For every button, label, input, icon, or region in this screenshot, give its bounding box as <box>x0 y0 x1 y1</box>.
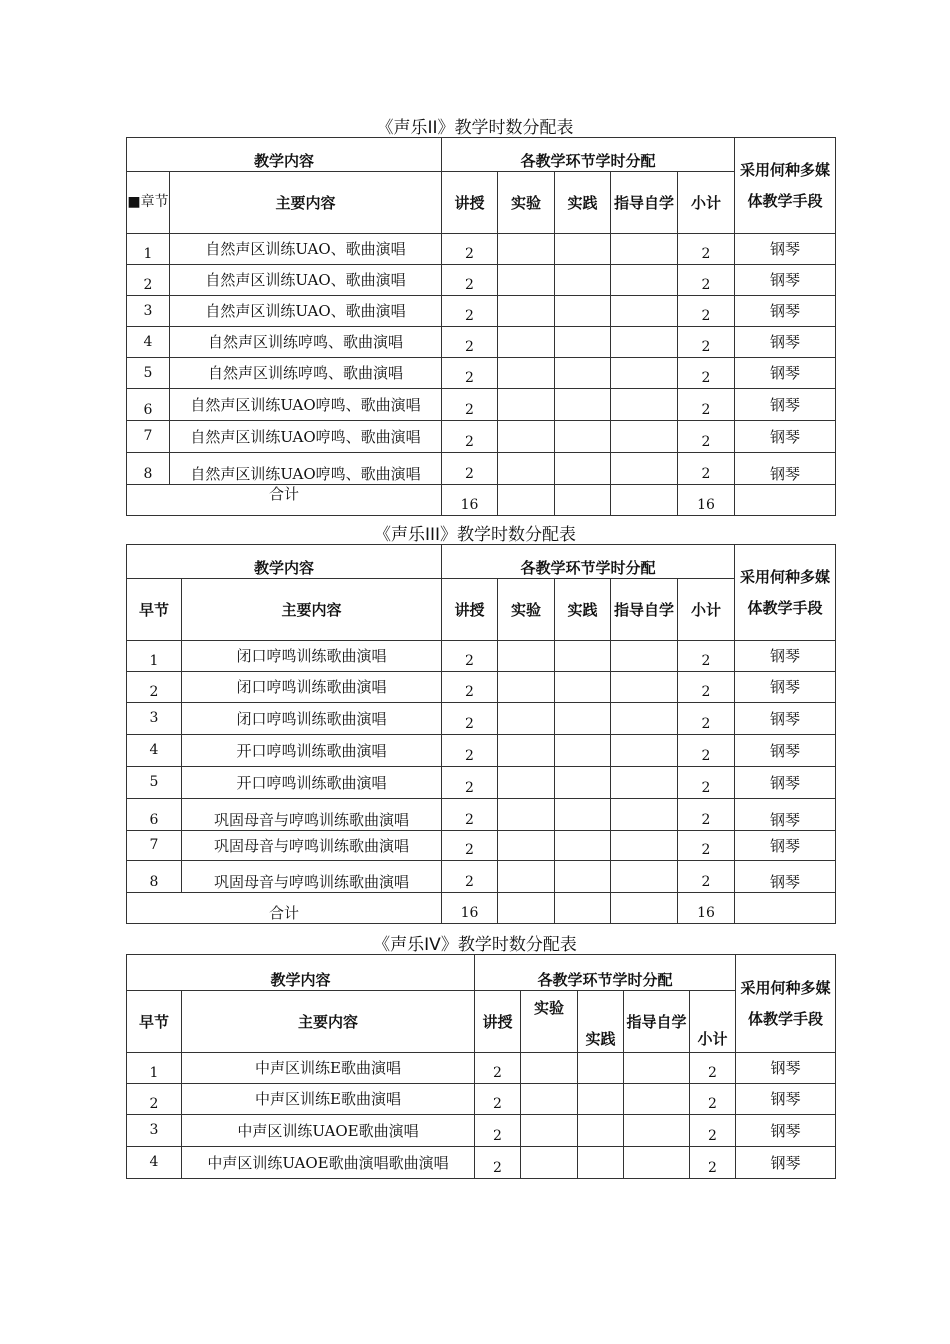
row-practice <box>555 672 611 703</box>
table-row <box>127 1147 836 1179</box>
row-media: 钢琴 <box>735 703 836 735</box>
header-chapter: 早节 <box>127 991 182 1053</box>
row-practice <box>555 703 611 735</box>
row-practice <box>555 453 611 485</box>
row-number: 4 <box>127 1147 182 1179</box>
row-subtotal: 2 <box>678 389 735 421</box>
row-content: 自然声区训练UAO、歌曲演唱 <box>170 296 442 327</box>
row-content: 中声区训练UAOE歌曲演唱歌曲演唱 <box>182 1147 475 1179</box>
row-media: 钢琴 <box>735 767 836 799</box>
header-lecture: 讲授 <box>475 991 521 1053</box>
header-main-content: 主要内容 <box>182 579 442 641</box>
row-practice <box>555 421 611 453</box>
row-media: 钢琴 <box>736 1147 836 1179</box>
row-subtotal: 2 <box>690 1115 736 1147</box>
row-guided <box>624 1084 690 1115</box>
row-practice <box>555 767 611 799</box>
row-subtotal: 2 <box>678 327 735 358</box>
row-lecture: 2 <box>442 672 498 703</box>
row-guided <box>611 453 678 485</box>
row-number: 1 <box>127 641 182 672</box>
row-lecture: 2 <box>475 1115 521 1147</box>
row-media: 钢琴 <box>735 296 836 327</box>
row-content: 开口哼鸣训练歌曲演唱 <box>182 735 442 767</box>
total-label: 合计 <box>127 485 442 516</box>
row-guided <box>611 672 678 703</box>
row-guided <box>611 735 678 767</box>
table-row <box>127 1053 836 1084</box>
row-subtotal: 2 <box>690 1084 736 1115</box>
row-number: 3 <box>127 1115 182 1147</box>
row-experiment <box>498 703 555 735</box>
row-lecture: 2 <box>442 831 498 861</box>
header-subtotal: 小计 <box>678 172 735 234</box>
row-lecture: 2 <box>475 1147 521 1179</box>
row-content: 自然声区训练UAO、歌曲演唱 <box>170 265 442 296</box>
row-media: 钢琴 <box>735 453 836 485</box>
row-number: 4 <box>127 735 182 767</box>
row-media: 钢琴 <box>735 327 836 358</box>
row-lecture: 2 <box>442 265 498 296</box>
header-main-content: 主要内容 <box>182 991 475 1053</box>
row-experiment <box>521 1147 578 1179</box>
table-row <box>127 389 836 421</box>
row-lecture: 2 <box>442 421 498 453</box>
row-lecture: 2 <box>442 767 498 799</box>
table-row <box>127 296 836 327</box>
row-practice <box>555 234 611 265</box>
total-label: 合计 <box>127 893 442 924</box>
row-guided <box>611 421 678 453</box>
row-subtotal: 2 <box>678 831 735 861</box>
header-teaching-content: 教学内容 <box>127 545 442 579</box>
table-1 <box>126 137 836 516</box>
row-lecture: 2 <box>442 358 498 389</box>
row-experiment <box>498 799 555 831</box>
header-teaching-content: 教学内容 <box>127 138 442 172</box>
row-media: 钢琴 <box>736 1053 836 1084</box>
row-number: 5 <box>127 358 170 389</box>
row-subtotal: 2 <box>678 672 735 703</box>
row-subtotal: 2 <box>678 265 735 296</box>
row-number: 7 <box>127 831 182 861</box>
row-guided <box>611 358 678 389</box>
table-row <box>127 234 836 265</box>
row-content: 自然声区训练UAO哼鸣、歌曲演唱 <box>170 389 442 421</box>
header-experiment: 实验 <box>498 172 555 234</box>
row-practice <box>555 389 611 421</box>
row-lecture: 2 <box>442 799 498 831</box>
row-subtotal: 2 <box>678 735 735 767</box>
row-practice <box>555 831 611 861</box>
total-row <box>127 485 836 516</box>
row-number: 8 <box>127 861 182 893</box>
row-media: 钢琴 <box>735 421 836 453</box>
row-subtotal: 2 <box>678 861 735 893</box>
row-guided <box>611 703 678 735</box>
row-experiment <box>498 421 555 453</box>
row-practice <box>555 861 611 893</box>
row-subtotal: 2 <box>690 1053 736 1084</box>
header-media: 采用何种多媒体教学手段 <box>735 138 836 234</box>
total-lecture: 16 <box>442 485 498 516</box>
row-media: 钢琴 <box>735 831 836 861</box>
row-guided <box>611 265 678 296</box>
table-row <box>127 861 836 893</box>
row-experiment <box>521 1084 578 1115</box>
row-guided <box>611 234 678 265</box>
row-experiment <box>498 831 555 861</box>
total-row <box>127 893 836 924</box>
header-lecture: 讲授 <box>442 579 498 641</box>
row-content: 巩固母音与哼鸣训练歌曲演唱 <box>182 831 442 861</box>
row-guided <box>624 1147 690 1179</box>
row-media: 钢琴 <box>735 358 836 389</box>
row-lecture: 2 <box>442 861 498 893</box>
row-number: 4 <box>127 327 170 358</box>
row-practice <box>578 1053 624 1084</box>
row-content: 巩固母音与哼鸣训练歌曲演唱 <box>182 799 442 831</box>
table-row <box>127 672 836 703</box>
header-main-content: 主要内容 <box>170 172 442 234</box>
row-guided <box>611 799 678 831</box>
row-experiment <box>498 767 555 799</box>
row-subtotal: 2 <box>678 234 735 265</box>
row-media: 钢琴 <box>735 799 836 831</box>
row-content: 中声区训练UAOE歌曲演唱 <box>182 1115 475 1147</box>
table-2 <box>126 544 836 924</box>
row-experiment <box>498 453 555 485</box>
table-row <box>127 831 836 861</box>
total-lecture: 16 <box>442 893 498 924</box>
row-media: 钢琴 <box>735 265 836 296</box>
row-lecture: 2 <box>442 234 498 265</box>
row-experiment <box>498 641 555 672</box>
row-experiment <box>521 1053 578 1084</box>
header-hour-allocation: 各教学环节学时分配 <box>475 955 736 991</box>
row-practice <box>555 358 611 389</box>
row-experiment <box>498 296 555 327</box>
row-experiment <box>498 735 555 767</box>
table-row <box>127 1084 836 1115</box>
row-content: 中声区训练E歌曲演唱 <box>182 1053 475 1084</box>
table-row <box>127 799 836 831</box>
table-row <box>127 641 836 672</box>
row-content: 闭口哼鸣训练歌曲演唱 <box>182 672 442 703</box>
header-hour-allocation: 各教学环节学时分配 <box>442 138 735 172</box>
row-lecture: 2 <box>475 1053 521 1084</box>
table-row <box>127 358 836 389</box>
header-media: 采用何种多媒体教学手段 <box>736 955 836 1053</box>
row-subtotal: 2 <box>678 703 735 735</box>
table-row <box>127 735 836 767</box>
row-practice <box>555 327 611 358</box>
row-practice <box>578 1115 624 1147</box>
row-guided <box>611 327 678 358</box>
row-subtotal: 2 <box>678 641 735 672</box>
row-media: 钢琴 <box>736 1084 836 1115</box>
row-subtotal: 2 <box>678 296 735 327</box>
row-guided <box>624 1053 690 1084</box>
table-row <box>127 453 836 485</box>
header-hour-allocation: 各教学环节学时分配 <box>442 545 735 579</box>
header-experiment: 实验 <box>521 991 578 1053</box>
row-lecture: 2 <box>442 296 498 327</box>
row-practice <box>555 265 611 296</box>
row-subtotal: 2 <box>678 453 735 485</box>
row-guided <box>611 831 678 861</box>
row-subtotal: 2 <box>678 799 735 831</box>
row-content: 自然声区训练哼鸣、歌曲演唱 <box>170 358 442 389</box>
header-experiment: 实验 <box>498 579 555 641</box>
header-teaching-content: 教学内容 <box>127 955 475 991</box>
row-subtotal: 2 <box>678 358 735 389</box>
header-subtotal: 小计 <box>690 991 736 1053</box>
row-media: 钢琴 <box>736 1115 836 1147</box>
row-number: 5 <box>127 767 182 799</box>
header-chapter: ■章节 <box>127 172 170 234</box>
row-experiment <box>498 234 555 265</box>
row-number: 2 <box>127 1084 182 1115</box>
row-practice <box>555 799 611 831</box>
row-lecture: 2 <box>442 703 498 735</box>
row-practice <box>555 641 611 672</box>
row-media: 钢琴 <box>735 641 836 672</box>
table-row <box>127 421 836 453</box>
table-row <box>127 1115 836 1147</box>
table-1-title: 《声乐II》教学时数分配表 <box>376 118 574 138</box>
row-lecture: 2 <box>442 327 498 358</box>
table-3-title: 《声乐IV》教学时数分配表 <box>373 935 577 955</box>
row-number: 6 <box>127 389 170 421</box>
table-row <box>127 327 836 358</box>
row-content: 中声区训练E歌曲演唱 <box>182 1084 475 1115</box>
row-content: 自然声区训练哼鸣、歌曲演唱 <box>170 327 442 358</box>
row-experiment <box>498 358 555 389</box>
row-guided <box>611 641 678 672</box>
row-practice <box>578 1084 624 1115</box>
header-practice: 实践 <box>578 991 624 1053</box>
header-lecture: 讲授 <box>442 172 498 234</box>
row-content: 闭口哼鸣训练歌曲演唱 <box>182 641 442 672</box>
row-media: 钢琴 <box>735 234 836 265</box>
row-guided <box>611 296 678 327</box>
row-media: 钢琴 <box>735 389 836 421</box>
header-guided-study: 指导自学 <box>611 579 678 641</box>
row-experiment <box>498 672 555 703</box>
row-number: 1 <box>127 234 170 265</box>
table-3 <box>126 954 836 1179</box>
row-experiment <box>498 327 555 358</box>
row-guided <box>611 861 678 893</box>
row-lecture: 2 <box>442 641 498 672</box>
row-media: 钢琴 <box>735 861 836 893</box>
row-number: 8 <box>127 453 170 485</box>
row-experiment <box>498 861 555 893</box>
table-2-title: 《声乐III》教学时数分配表 <box>373 525 577 545</box>
row-number: 3 <box>127 296 170 327</box>
row-subtotal: 2 <box>690 1147 736 1179</box>
row-content: 自然声区训练UAO哼鸣、歌曲演唱 <box>170 453 442 485</box>
row-practice <box>555 735 611 767</box>
table-row <box>127 703 836 735</box>
header-practice: 实践 <box>555 172 611 234</box>
row-experiment <box>498 389 555 421</box>
row-guided <box>624 1115 690 1147</box>
row-number: 2 <box>127 265 170 296</box>
header-practice: 实践 <box>555 579 611 641</box>
row-guided <box>611 767 678 799</box>
header-subtotal: 小计 <box>678 579 735 641</box>
table-row <box>127 265 836 296</box>
row-number: 7 <box>127 421 170 453</box>
row-content: 巩固母音与哼鸣训练歌曲演唱 <box>182 861 442 893</box>
row-media: 钢琴 <box>735 735 836 767</box>
total-subtotal: 16 <box>678 893 735 924</box>
row-lecture: 2 <box>442 389 498 421</box>
row-content: 自然声区训练UAO、歌曲演唱 <box>170 234 442 265</box>
row-experiment <box>521 1115 578 1147</box>
header-chapter: 早节 <box>127 579 182 641</box>
table-row <box>127 767 836 799</box>
row-lecture: 2 <box>475 1084 521 1115</box>
row-number: 2 <box>127 672 182 703</box>
header-guided-study: 指导自学 <box>624 991 690 1053</box>
row-media: 钢琴 <box>735 672 836 703</box>
row-guided <box>611 389 678 421</box>
row-subtotal: 2 <box>678 421 735 453</box>
row-practice <box>578 1147 624 1179</box>
row-lecture: 2 <box>442 453 498 485</box>
row-number: 6 <box>127 799 182 831</box>
row-content: 闭口哼鸣训练歌曲演唱 <box>182 703 442 735</box>
row-number: 3 <box>127 703 182 735</box>
row-number: 1 <box>127 1053 182 1084</box>
row-subtotal: 2 <box>678 767 735 799</box>
row-content: 开口哼鸣训练歌曲演唱 <box>182 767 442 799</box>
header-media: 采用何种多媒体教学手段 <box>735 545 836 641</box>
row-experiment <box>498 265 555 296</box>
row-practice <box>555 296 611 327</box>
header-guided-study: 指导自学 <box>611 172 678 234</box>
row-content: 自然声区训练UAO哼鸣、歌曲演唱 <box>170 421 442 453</box>
row-lecture: 2 <box>442 735 498 767</box>
total-subtotal: 16 <box>678 485 735 516</box>
